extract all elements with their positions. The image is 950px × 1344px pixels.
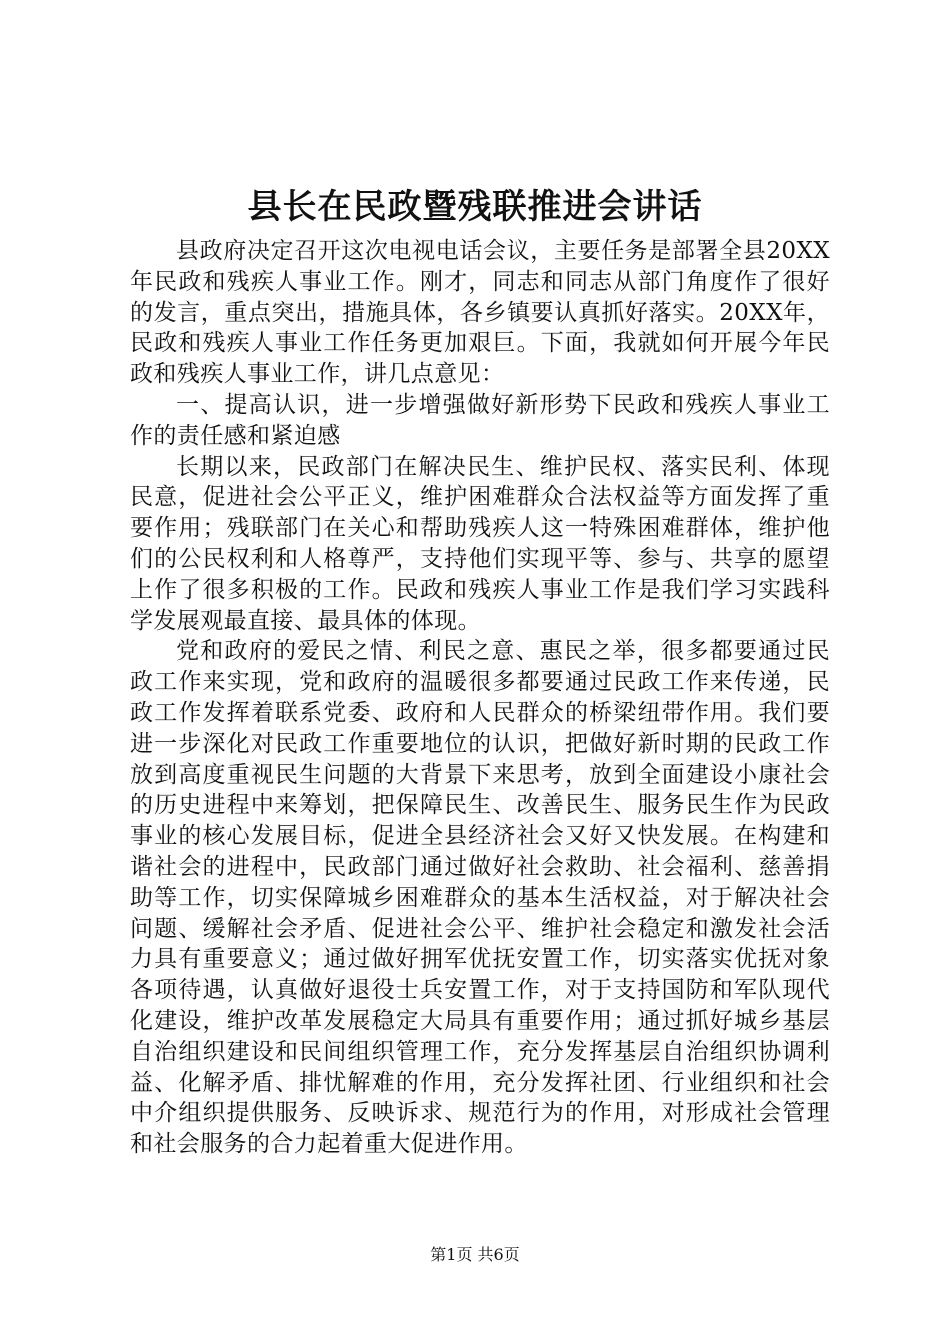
paragraph-2: 长期以来，民政部门在解决民生、维护民权、落实民利、体现民意，促进社会公平正义，维护困难群众合法权益等方面发挥了重要作用；残联部门在关心和帮助残疾人这一特殊困难群体，维护他们的公民权利和人格尊严，支持他们实现平等、参与、共享的愿望上作了很多积极的工作。民政和残疾人事业工作是我们学习实践科学发展观最直接、最具体的体现。: [130, 453, 830, 634]
document-title: 县长在民政暨残联推进会讲话: [247, 187, 703, 227]
document-body: [130, 236, 830, 1160]
paragraph-intro: 县政府决定召开这次电视电话会议，主要任务是部署全县20XX年民政和残疾人事业工作。刚才，同志和同志从部门角度作了很好的发言，重点突出，措施具体，各乡镇要认真抓好落实。20XX年，民政和残疾人事业工作任务更加艰巨。下面，我就如何开展今年民政和残疾人事业工作，讲几点意见：: [130, 238, 830, 388]
section-heading-1: 一、提高认识，进一步增强做好新形势下民政和残疾人事业工作的责任感和紧迫感: [130, 391, 830, 449]
paragraph-3: 党和政府的爱民之情、利民之意、惠民之举，很多都要通过民政工作来实现，党和政府的温暖很多都要通过民政工作来传递，民政工作发挥着联系党委、政府和人民群众的桥梁纽带作用。我们要进一步深化对民政工作重要地位的认识，把做好新时期的民政工作放到高度重视民生问题的大背景下来思考，放到全面建设小康社会的历史进程中来筹划，把保障民生、改善民生、服务民生作为民政事业的核心发展目标，促进全县经济社会又好又快发展。在构建和谐社会的进程中，民政部门通过做好社会救助、社会福利、慈善捐助等工作，切实保障城乡困难群众的基本生活权益，对于解决社会问题、缓解社会矛盾、促进社会公平、维护社会稳定和激发社会活力具有重要意义；通过做好拥军优抚安置工作，切实落实优抚对象各项待遇，认真做好退役士兵安置工作，对于支持国防和军队现代化建设，维护改革发展稳定大局具有重要作用；通过抓好城乡基层自治组织建设和民间组织管理工作，充分发挥基层自治组织协调利益、化解矛盾、排忧解难的作用，充分发挥社团、行业组织和社会中介组织提供服务、反映诉求、规范行为的作用，对形成社会管理和社会服务的合力起着重大促进作用。: [130, 638, 830, 1158]
page-number-footer: 第1页 共6页: [430, 1245, 520, 1264]
